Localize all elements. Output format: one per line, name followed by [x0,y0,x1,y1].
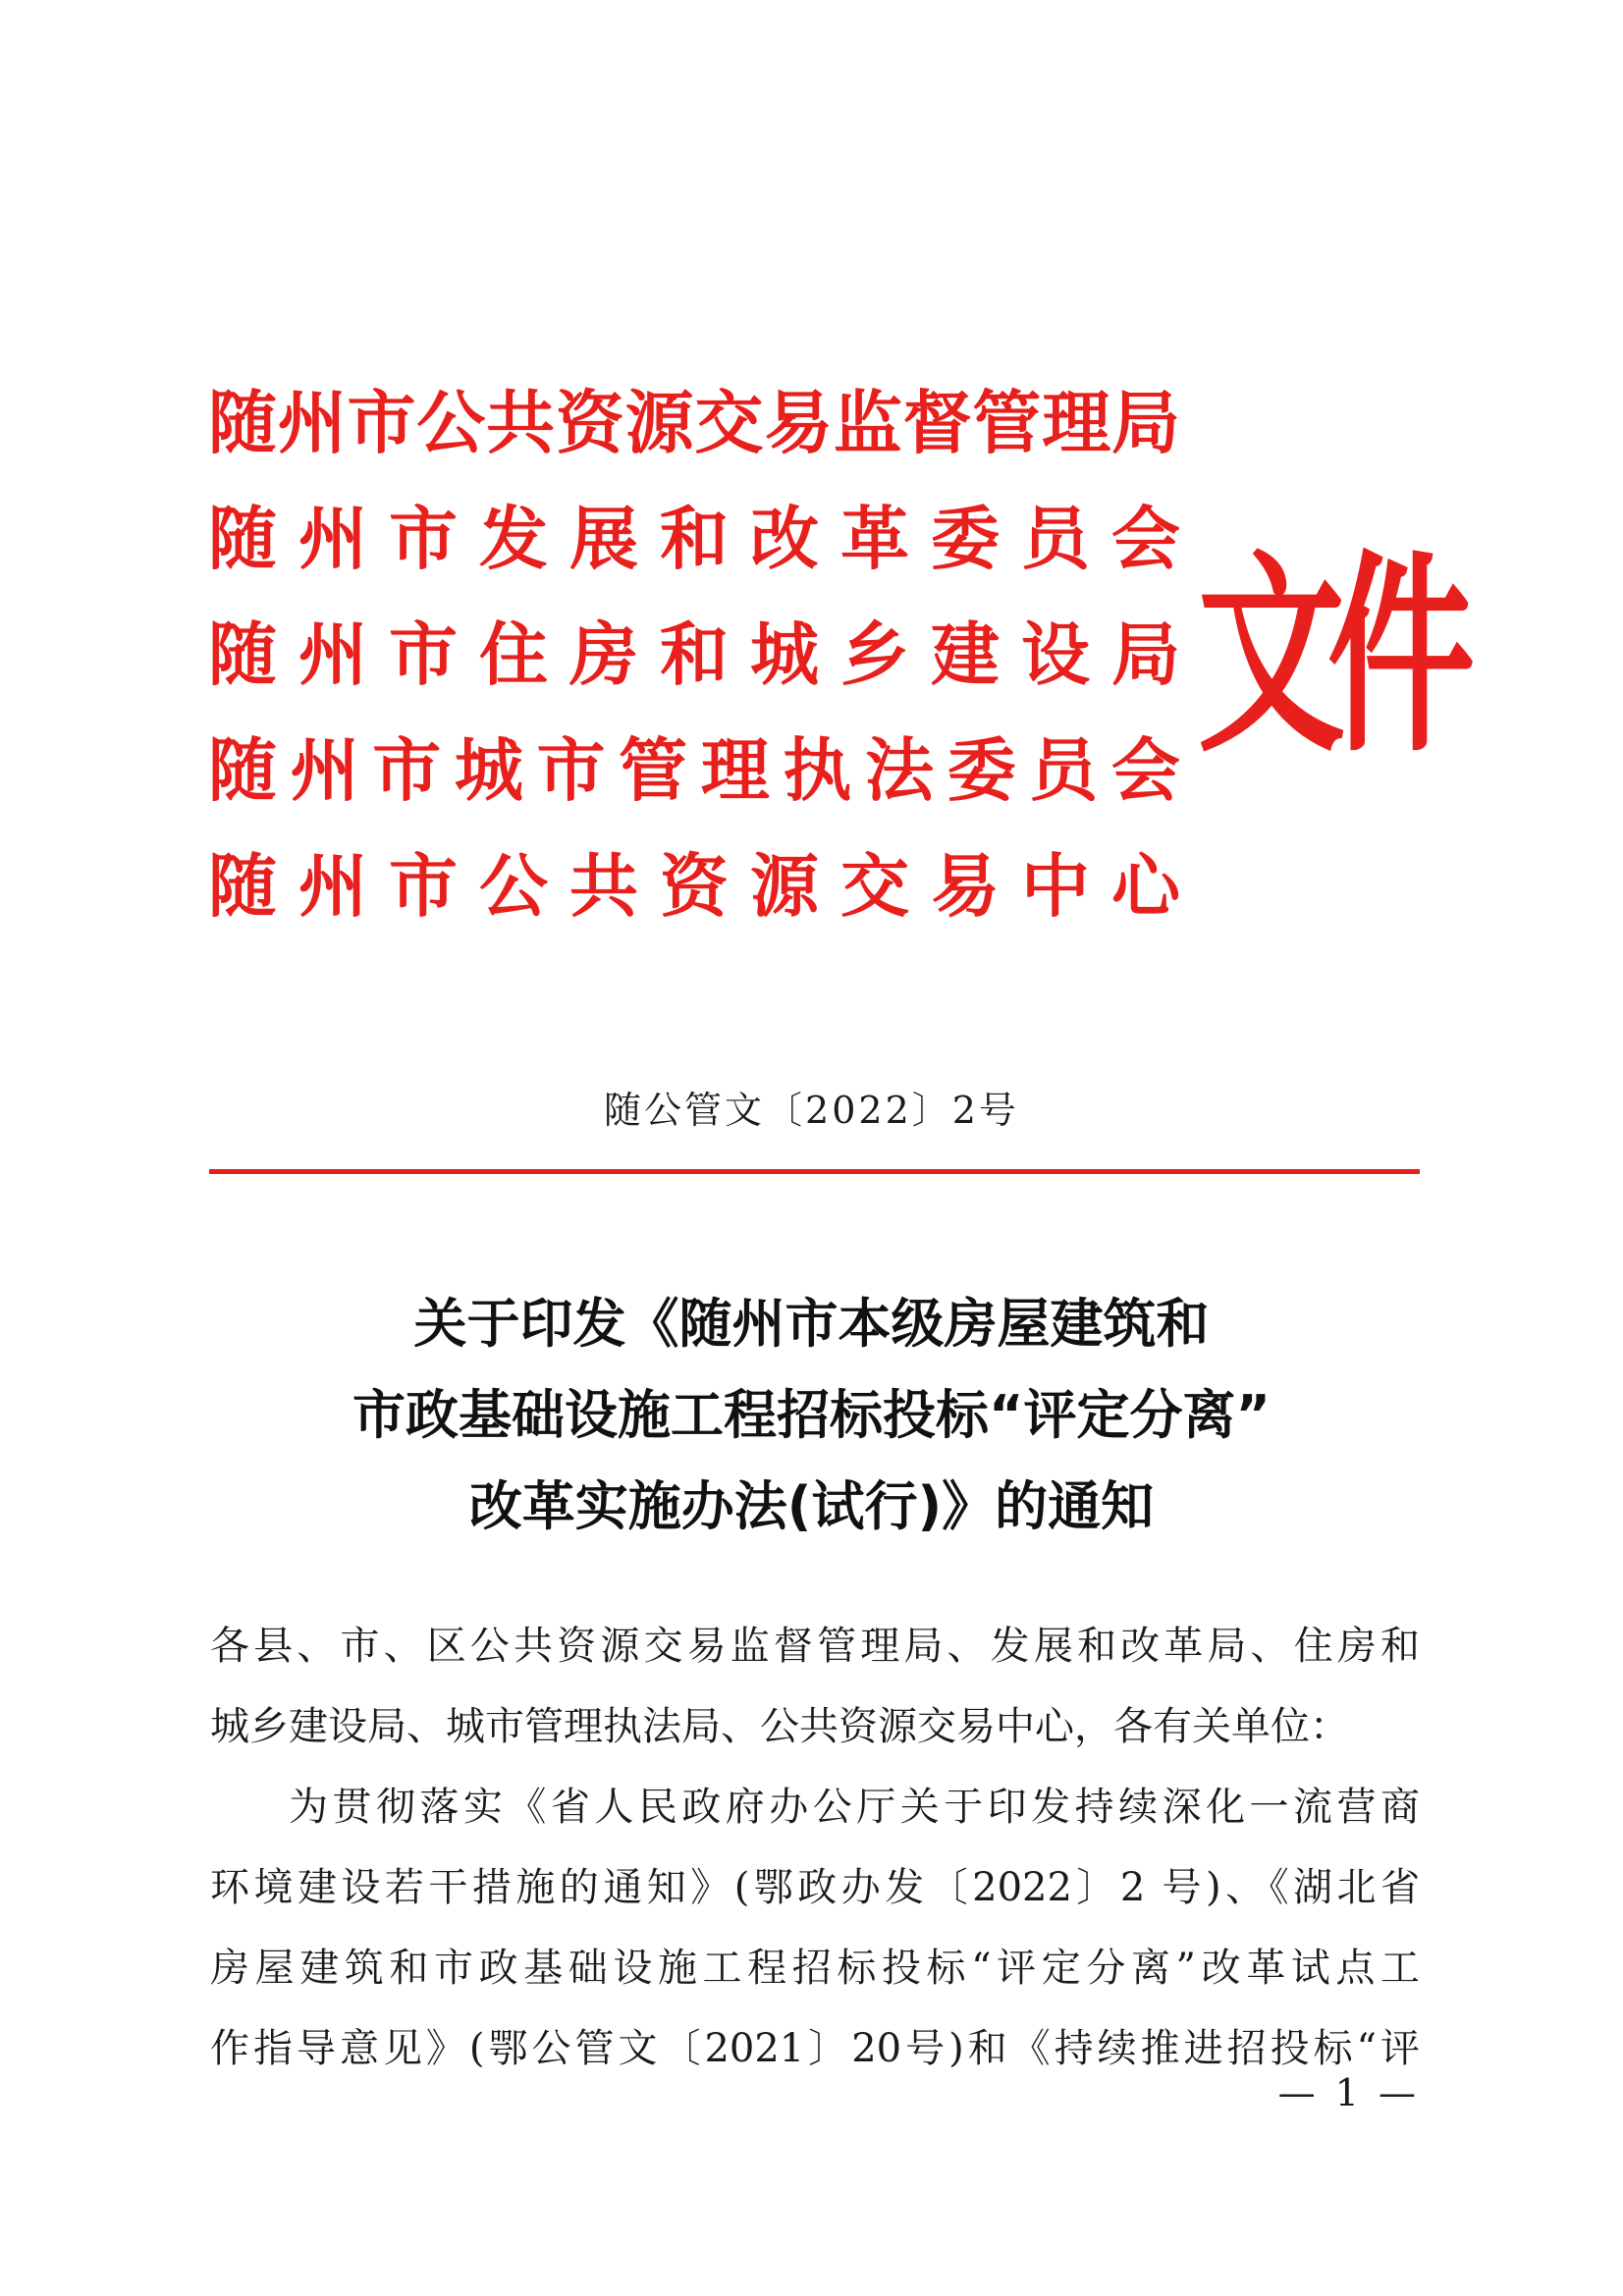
issuer-char: 员 [1029,730,1099,811]
body-line: 房屋建筑和市政基础设施工程招标投标“评定分离”改革试点工 [210,1946,1420,1991]
issuer-char: 设 [1021,614,1090,695]
issuer-char: 和 [660,614,729,695]
issuer-char: 资 [555,383,624,463]
issuer-char: 监 [833,383,902,463]
issuer-char: 随 [208,614,277,695]
issuer-char: 源 [750,846,819,927]
issuer-char: 督 [902,383,972,463]
issuer-char: 市 [347,383,416,463]
issuer-char: 委 [947,730,1016,811]
title-line: 改革实施办法(试行)》的通知 [468,1475,1155,1537]
issuer-char: 市 [389,499,458,579]
issuer-char: 法 [865,730,934,811]
issuer-char: 管 [619,730,688,811]
issuer-char: 委 [931,499,1000,579]
body-line: 城乡建设局、城市管理执法局、公共资源交易中心，各有关单位： [210,1704,1349,1749]
issuer-char: 心 [1111,846,1180,927]
issuer-char: 市 [372,730,442,811]
issuer-char: 城 [750,614,819,695]
issuer-char: 中 [1021,846,1090,927]
issuer-char: 执 [783,730,852,811]
issuer-char: 革 [840,499,909,579]
issuer-block [208,365,1180,944]
issuer-char: 交 [694,383,764,463]
issuer-char: 发 [479,499,548,579]
document-body [210,1606,1420,2089]
body-line: 各县、市、区公共资源交易监督管理局、发展和改革局、住房和 [210,1624,1420,1669]
issuer-name [208,713,1180,828]
body-line: 环境建设若干措施的通知》(鄂政办发〔2022〕2 号)、《湖北省 [210,1865,1420,1910]
header-divider [209,1169,1420,1174]
title-line: 关于印发《随州市本级房屋建筑和 [413,1293,1210,1355]
issuer-name [208,481,1180,597]
document-title [0,1278,1623,1552]
issuer-char: 州 [298,499,367,579]
issuer-char: 资 [660,846,729,927]
issuer-char: 随 [208,730,277,811]
issuer-char: 理 [1042,383,1111,463]
issuer-char: 州 [298,846,367,927]
issuer-name [208,828,1180,944]
issuer-char: 房 [569,614,638,695]
issuer-char: 易 [931,846,1000,927]
issuer-char: 管 [972,383,1042,463]
issuer-char: 局 [1110,383,1180,463]
issuer-char: 建 [931,614,1000,695]
issuer-char: 会 [1111,499,1180,579]
issuer-char: 局 [1111,614,1180,695]
title-line: 市政基础设施工程招标投标“评定分离” [352,1384,1271,1446]
issuer-char: 州 [290,730,359,811]
document-number: 随公管文〔2022〕2号 [604,1089,1019,1132]
issuer-char: 和 [660,499,729,579]
body-line: 为贯彻落实《省人民政府办公厅关于印发持续深化一流营商 [289,1785,1420,1830]
issuer-char: 市 [389,846,458,927]
issuer-char: 易 [764,383,834,463]
issuer-char: 源 [624,383,694,463]
issuer-char: 员 [1021,499,1090,579]
issuer-char: 公 [479,846,548,927]
issuer-char: 随 [208,499,277,579]
issuer-name [208,365,1180,481]
issuer-char: 乡 [840,614,909,695]
issuer-char: 改 [750,499,819,579]
issuer-char: 随 [208,383,277,463]
issuer-char: 随 [208,846,277,927]
issuer-char: 市 [536,730,606,811]
issuer-char: 州 [298,614,367,695]
document-suffix: 文件 [1198,533,1458,782]
issuer-char: 展 [569,499,638,579]
issuer-char: 共 [569,846,638,927]
issuer-char: 公 [416,383,486,463]
body-line: 作指导意见》(鄂公管文〔2021〕20号)和《持续推进招投标“评 [210,2026,1420,2071]
issuer-char: 城 [454,730,523,811]
issuer-char: 理 [700,730,770,811]
issuer-char: 会 [1110,730,1180,811]
issuer-char: 住 [479,614,548,695]
issuer-name [208,597,1180,713]
issuer-char: 共 [486,383,556,463]
issuer-char: 交 [840,846,909,927]
page-number: — 1 — [1277,2071,1420,2114]
issuer-char: 州 [277,383,347,463]
issuer-char: 市 [389,614,458,695]
